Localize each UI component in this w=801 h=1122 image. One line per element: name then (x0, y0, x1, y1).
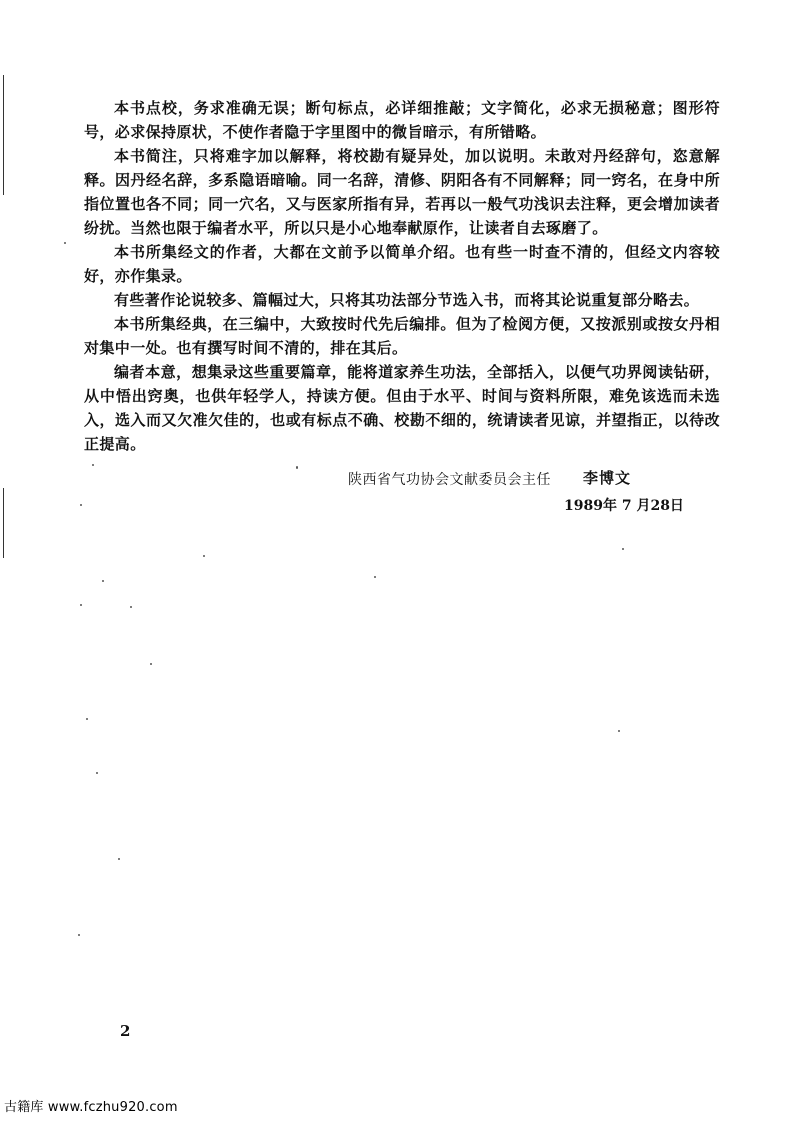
left-margin-rule-bottom (3, 488, 4, 558)
scan-speck (296, 466, 298, 469)
page-number: 2 (120, 1022, 131, 1040)
paragraph-editor-intent: 编者本意，想集录这些重要篇章，能将道家养生功法，全部括入，以便气功界阅读钻研，从中悟出窍奥，也供年轻学人，持读方便。但由于水平、时间与资料所限，难免该选而未选入，选入而又欠准欠佳的，也或有标点不确、校勘不细的，统请读者见谅，并望指正，以待改正提高。 (84, 363, 720, 453)
scan-speck (374, 576, 376, 578)
scan-speck (203, 555, 205, 557)
scan-speck (78, 934, 80, 936)
footer-watermark[interactable]: 古籍库 www.fczhu920.com (4, 1100, 178, 1115)
signature-date: 1989年 7 月28日 (564, 498, 684, 514)
scan-speck (96, 772, 98, 774)
scan-speck (64, 242, 66, 244)
scan-speck (118, 858, 120, 860)
scan-speck (80, 604, 82, 606)
left-margin-rule-top (3, 75, 4, 195)
paragraph-authors: 本书所集经文的作者，大都在文前予以简单介绍。也有些一时查不清的，但经文内容较好，亦作集录。 (84, 243, 720, 285)
scan-speck (130, 606, 132, 608)
scan-speck (92, 464, 94, 466)
paragraph-proofreading: 本书点校，务求准确无误；断句标点，必详细推敲；文字简化，必求无损秘意；图形符号，必求保持原状，不使作者隐于字里图中的微旨暗示，有所错略。 (84, 99, 720, 141)
scan-speck (150, 663, 152, 665)
signature-organization: 陕西省气功协会文献委员会主任 (348, 472, 551, 488)
scan-speck (622, 548, 624, 550)
signature-name: 李博文 (583, 469, 632, 487)
body-text (84, 96, 720, 456)
scan-speck (618, 730, 620, 732)
paragraph-ordering: 本书所集经典，在三编中，大致按时代先后编排。但为了检阅方便，又按派别或按女丹相对集中一处。也有撰写时间不清的，排在其后。 (84, 315, 720, 357)
scan-speck (86, 718, 88, 720)
scan-speck (80, 504, 82, 506)
paragraph-excerpts: 有些著作论说较多、篇幅过大，只将其功法部分节选入书，而将其论说重复部分略去。 (114, 291, 700, 309)
scan-speck (102, 580, 104, 582)
paragraph-annotation: 本书简注，只将难字加以解释，将校勘有疑异处，加以说明。未敢对丹经辞句，恣意解释。因丹经名辞，多系隐语暗喻。同一名辞，清修、阴阳各有不同解释；同一窍名，在身中所指位置也各不同；同一穴名，又与医家所指有异，若再以一般气功浅识去注释，更会增加读者纷扰。当然也限于编者水平，所以只是小心地奉献原作，让读者自去琢磨了。 (84, 147, 720, 237)
